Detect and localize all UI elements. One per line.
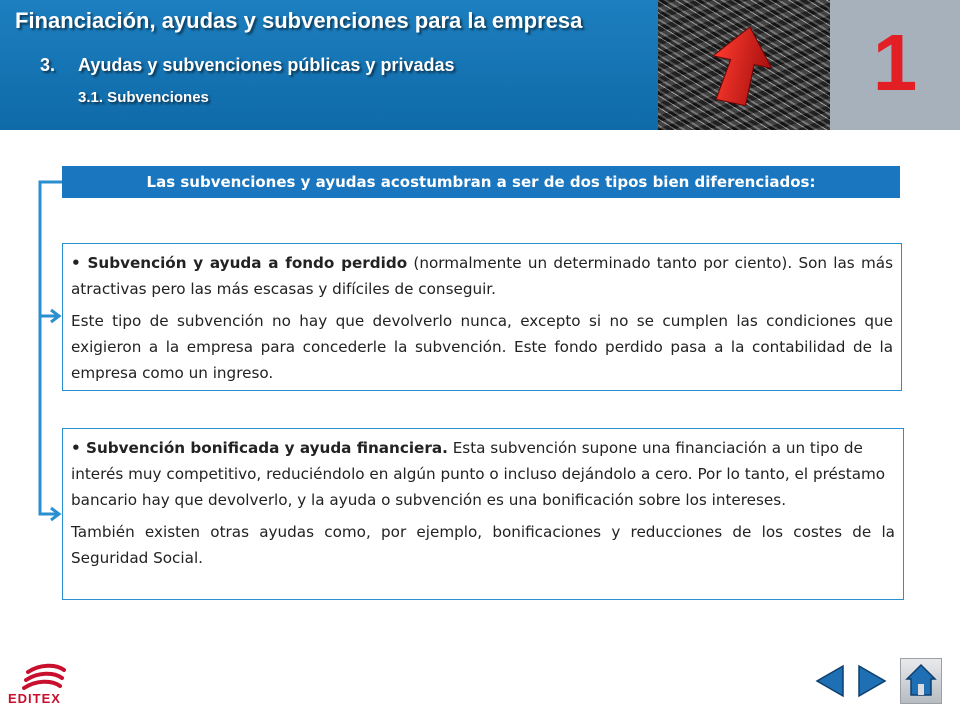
home-button[interactable]: [900, 658, 942, 704]
type1-box: [62, 243, 902, 391]
prev-button[interactable]: [814, 664, 846, 698]
type2-term: Subvención bonificada y ayuda financiera.: [86, 439, 448, 457]
home-icon: [901, 659, 941, 703]
type2-box: [62, 428, 904, 600]
section-number: 3.: [40, 55, 56, 75]
arrow-right-icon: [859, 666, 885, 696]
unit-number: 1: [872, 18, 918, 107]
bullet: •: [71, 254, 81, 272]
type1-term: Subvención y ayuda a fondo perdido: [87, 254, 408, 272]
intro-banner: Las subvenciones y ayudas acostumbran a ser de dos tipos bien diferenciados:: [62, 166, 900, 198]
arrow-left-icon: [817, 666, 843, 696]
subsection-heading: 3.1. Subvenciones: [78, 89, 209, 106]
type2-definition: [71, 435, 895, 513]
type2-description: Esta subvención supone una financiación a un tipo de interés muy competitivo, reduciéndolo en algún punto o incluso dejándolo a cero. Por lo tanto, el préstamo bancario hay que devolverlo, y la ayuda o subvención es una bonificación sobre los intereses.: [71, 439, 886, 509]
bullet: •: [71, 439, 81, 457]
next-button[interactable]: [856, 664, 888, 698]
type2-paragraph: También existen otras ayudas como, por ejemplo, bonificaciones y reducciones de los costes de la Seguridad Social.: [71, 523, 895, 567]
page-title: Financiación, ayudas y subvenciones para la empresa: [15, 8, 583, 33]
type1-paragraph: Este tipo de subvención no hay que devolverlo nunca, excepto si no se cumplen las condiciones que exigieron a la empresa para concederle la subvención. Este fondo perdido pasa a la contabilidad de la empresa como un ingreso.: [71, 312, 893, 382]
type1-definition: [71, 250, 893, 302]
section-title: Ayudas y subvenciones públicas y privadas: [78, 55, 455, 75]
logo-wordmark: EDITEX: [8, 691, 61, 706]
type1-description: (normalmente un determinado tanto por ciento). Son las más atractivas pero las más escasas y difíciles de conseguir.: [71, 254, 893, 298]
